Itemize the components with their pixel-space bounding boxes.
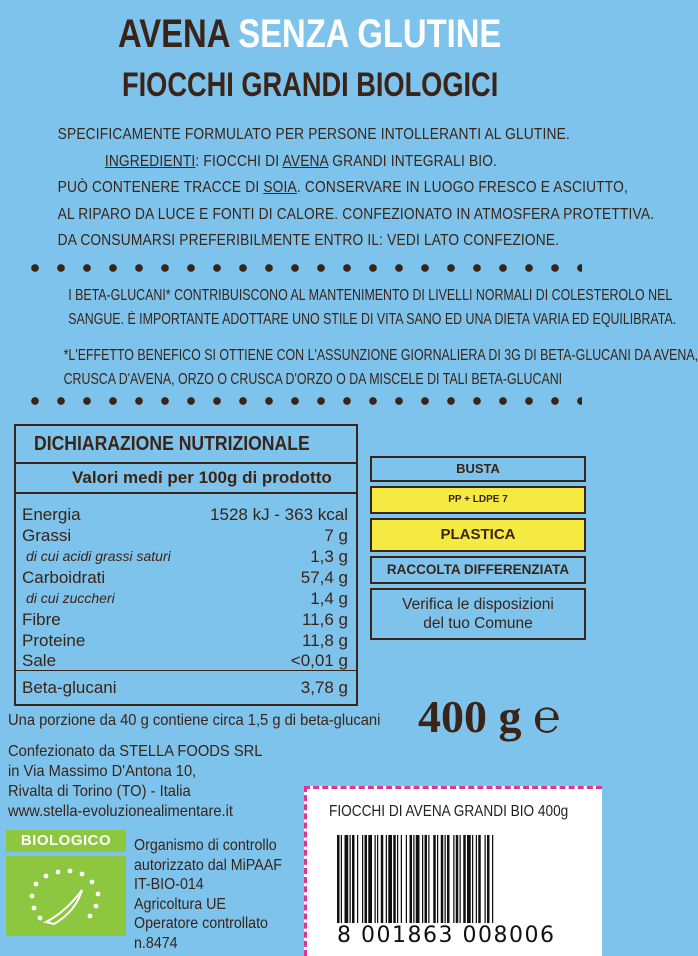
barcode-bar [478,835,481,923]
desc-line-3 [57,175,628,202]
nutrient-value: 1528 kJ - 363 kcal [210,505,348,524]
barcode-number: 8 001863 008006 [337,923,556,948]
barcode-bar [463,835,466,923]
desc-line-4: AL RIPARO DA LUCE E FONTI DI CALORE. CONFEZIONATO IN ATMOSFERA PROTETTIVA. [57,205,655,223]
nutrient-label: Fibre [22,610,61,629]
barcode-bar [357,835,358,923]
barcode-bar [437,835,438,923]
barcode-bar [393,835,396,923]
producer-website: www.stella-evoluzionealimentare.it [8,803,233,820]
material-code-box: PP + LDPE 7 [370,486,586,514]
desc-line-2a: : FIOCCHI DI [195,152,283,170]
barcode-bar [413,835,414,923]
nutrient-value: 11,6 g [301,610,348,629]
nutrition-title-text: DICHIARAZIONE NUTRIZIONALE [34,433,310,455]
barcode-bar [428,835,429,923]
barcode-bar [456,835,459,923]
verifica-line-1: Verifica le disposizioni [402,596,554,613]
nutrient-value: 1,4 g [310,589,348,608]
org-line-3: IT-BIO-014 [134,876,204,893]
barcode-bar [433,835,436,923]
title-avena: AVENA [118,12,230,56]
soia-highlight: SOIA [263,179,297,196]
nutrient-label: Carboidrati [22,568,106,587]
desc-line-2b: GRANDI INTEGRALI BIO. [328,152,498,170]
nutrition-table [14,424,358,706]
nutrient-value: 11,8 g [301,631,348,650]
beta-glucan-claim [10,284,677,332]
barcode-bar [345,835,349,923]
barcode-bar [476,835,477,923]
org-line-6: n.8474 [134,934,178,952]
nutrition-title [16,426,356,464]
desc-line-3b: . CONSERVARE IN LUOGO FRESCO E ASCIUTTO, [296,179,628,196]
nutrient-label: di cui acidi grassi saturi [26,548,171,564]
barcode-bar [368,835,372,923]
barcode-bar [487,835,490,923]
verifica-box [370,588,586,640]
nutrition-row [22,630,348,651]
nutrition-row [22,677,348,698]
barcode-bar [445,835,446,923]
nutrient-value: 3,78 g [300,678,348,697]
beta-line-1: I BETA-GLUCANI* CONTRIBUISCONO AL MANTENIMENTO DI LIVELLI NORMALI DI COLESTEROLO NEL [68,287,673,304]
barcode-bar [447,835,450,923]
barcode-bar [365,835,368,923]
nutrient-label: Sale [22,651,57,670]
nutrition-row [22,525,348,546]
barcode-bar [472,835,473,923]
nutrition-row [22,567,348,588]
product-description [18,122,655,255]
desc-line-1: SPECIFICAMENTE FORMULATO PER PERSONE INTOLLERANTI AL GLUTINE. [57,126,570,143]
org-line-4: Agricoltura UE [134,895,226,913]
nutrient-label: di cui zuccheri [26,590,115,606]
barcode-bar [381,835,384,923]
nutrition-row [22,609,348,630]
nutrient-label: Beta-glucani [22,678,117,697]
verifica-line-2: del tuo Comune [423,615,533,632]
dotted-divider [22,396,582,406]
packaging-type-box: BUSTA [370,456,586,482]
beta-line-2: SANGUE. È IMPORTANTE ADOTTARE UNO STILE DI VITA SANO ED UNA DIETA VARIA ED EQUILIBRATA. [68,311,677,328]
barcode-bar [410,835,413,923]
nutrient-label: Energia [22,505,81,524]
dotted-divider [22,263,582,273]
nutrition-row [22,588,348,609]
barcode-bar [453,835,454,923]
desc-line-3a: PUÒ CONTENERE TRACCE DI [57,179,264,196]
barcode-bar [375,835,376,923]
nutrition-separator [16,670,356,671]
nutrition-row [22,650,348,671]
material-plastica-box: PLASTICA [370,518,586,552]
nutrient-label: Grassi [22,526,72,545]
title-senza-glutine: SENZA GLUTINE [238,12,502,56]
desc-line-5: DA CONSUMARSI PREFERIBILMENTE ENTRO IL: VEDI LATO CONFEZIONE. [57,232,560,249]
barcode-bar [441,835,444,923]
producer-line-3: Rivalta di Torino (TO) - Italia [8,783,191,800]
barcode-bar [386,835,387,923]
net-weight: 400 g ℮ [418,691,561,742]
note-line-1: *L'EFFETTO BENEFICO SI OTTIENE CON L'ASSUNZIONE GIORNALIERA DI 3G DI BETA-GLUCANI DA AVENA, [63,347,698,364]
nutrient-value: 57,4 g [300,568,348,587]
barcode-bar [485,835,486,923]
barcode-bar [401,835,402,923]
avena-highlight: AVENA [282,152,329,170]
barcode-bar [425,835,428,923]
nutrition-row [22,546,348,567]
org-line-2: autorizzato dal MiPAAF [134,856,282,874]
barcode-bar [467,835,471,923]
barcode-bar [460,835,461,923]
barcode-bar [397,835,398,923]
nutrient-label: Proteine [22,631,86,650]
barcode-bar [492,835,493,923]
control-body-info [134,836,295,953]
beta-glucan-footnote [4,344,698,392]
nutrient-value: <0,01 g [290,651,348,670]
barcode-bar [341,835,342,923]
eu-organic-leaf-icon [6,856,126,936]
ingredients-label: INGREDIENTI [104,152,196,170]
product-title [118,12,501,57]
barcode-bar [337,835,340,923]
barcode-bar [362,835,363,923]
barcode-title: FIOCCHI DI AVENA GRANDI BIO 400g [329,803,569,820]
producer-info [8,742,285,822]
biologico-label: BIOLOGICO [6,830,126,852]
org-line-5: Operatore controllato [134,915,268,932]
desc-line-2 [58,149,545,176]
barcode-bar [416,835,420,923]
producer-line-2: in Via Massimo D'Antona 10, [8,763,197,780]
barcode-bar [350,835,351,923]
nutrient-value: 7 g [324,526,348,545]
barcode-bar [388,835,392,923]
nutrition-row [22,504,348,525]
raccolta-box: RACCOLTA DIFFERENZIATA [370,556,586,584]
barcode-panel [304,786,602,956]
producer-line-1: Confezionato da STELLA FOODS SRL [8,743,263,760]
nutrient-value: 1,3 g [310,547,348,566]
barcode-bar [377,835,378,923]
barcode-bar [352,835,355,923]
portion-info: Una porzione da 40 g contiene circa 1,5 g di beta-glucani [8,712,381,729]
org-line-1: Organismo di controllo [134,837,277,854]
barcode-bar [406,835,407,923]
nutrition-subtitle: Valori medi per 100g di prodotto [16,464,356,494]
note-line-2: CRUSCA D'AVENA, ORZO O CRUSCA D'ORZO O DA MISCELE DI TALI BETA-GLUCANI [63,371,563,388]
barcode-bar [422,835,423,923]
barcode-bars [337,835,591,923]
product-subtitle: FIOCCHI GRANDI BIOLOGICI [122,66,499,104]
